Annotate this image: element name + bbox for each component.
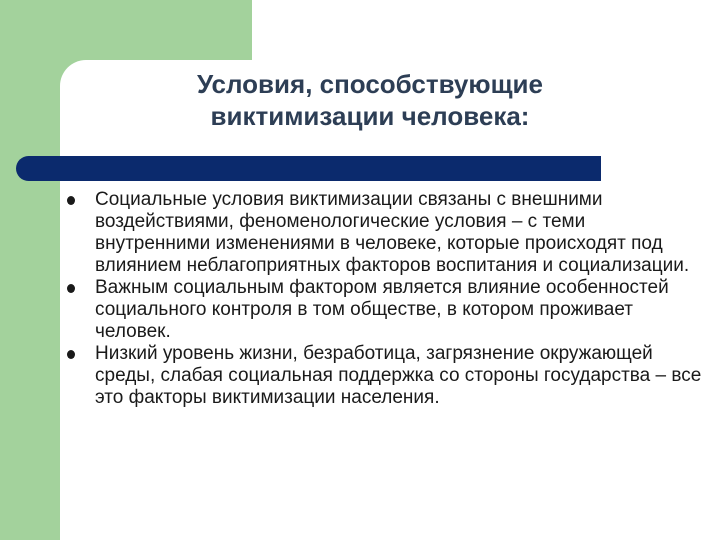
bullet-text: Важным социальным фактором является влияние особенностей социального контроля в том обществе, в котором проживает человек.: [95, 277, 669, 342]
slide-title-line-2: виктимизации человека:: [210, 101, 530, 131]
bullet-dot-icon: [67, 284, 75, 293]
bullet-dot-icon: [67, 196, 75, 205]
bullet-item: [65, 189, 705, 277]
bullet-text: Низкий уровень жизни, безработица, загрязнение окружающей среды, слабая социальная поддержка со стороны государства – все это факторы виктимизации населения.: [95, 343, 702, 408]
bullet-item: [65, 343, 705, 409]
bullet-text: Социальные условия виктимизации связаны с внешними воздействиями, феноменологические условия – с теми внутренними изменениями в человеке, которые происходят под влиянием неблагоприятных факторов воспитания и социализации.: [95, 189, 690, 276]
bullet-list: [65, 189, 705, 409]
slide-title-line-1: Условия, способствующие: [197, 69, 543, 99]
slide-title: [110, 68, 630, 132]
title-divider-bar: [16, 156, 601, 181]
decorative-green-bar-left: [0, 0, 60, 540]
bullet-dot-icon: [67, 350, 75, 359]
bullet-item: [65, 277, 705, 343]
